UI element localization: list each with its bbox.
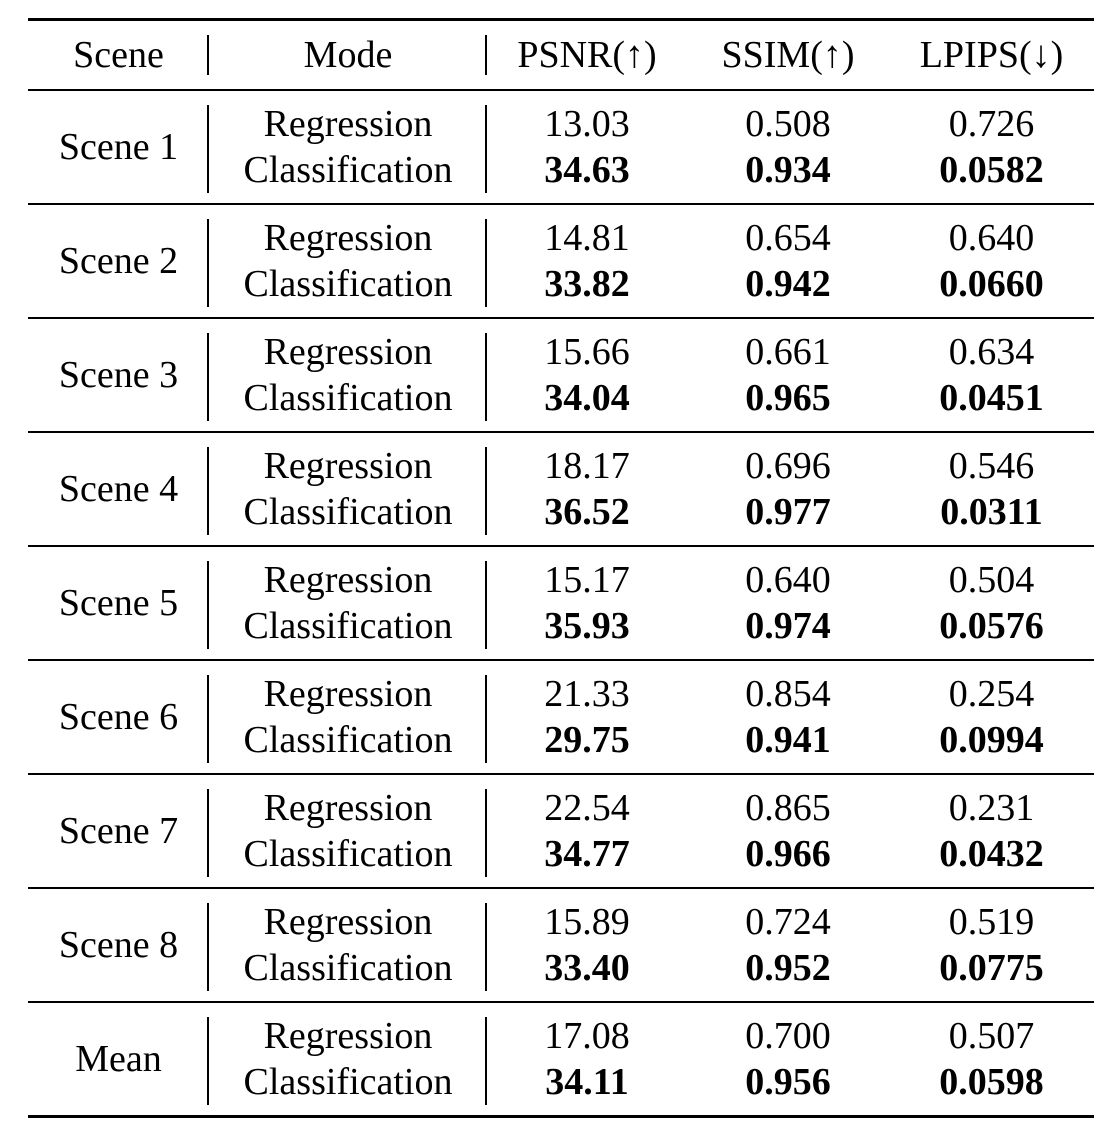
psnr-cell [487, 91, 687, 203]
ssim-value: 0.696 [745, 445, 831, 487]
table-bottom-rule [28, 1115, 1094, 1118]
psnr-value: 34.63 [544, 149, 630, 191]
ssim-value: 0.952 [745, 947, 831, 989]
mode-value: Classification [243, 377, 453, 419]
ssim-cell [687, 889, 889, 1001]
lpips-cell [889, 205, 1094, 317]
mode-value: Classification [243, 833, 453, 875]
mode-cell [209, 433, 487, 545]
lpips-value: 0.254 [948, 673, 1035, 715]
mode-value: Regression [263, 787, 433, 829]
mode-cell [209, 205, 487, 317]
ssim-cell [687, 547, 889, 659]
lpips-cell [889, 661, 1094, 773]
table-row [28, 319, 1094, 431]
results-table [28, 18, 1094, 1118]
mode-value: Regression [263, 331, 433, 373]
ssim-cell [687, 1003, 889, 1115]
mode-cell [209, 547, 487, 659]
ssim-value: 0.956 [745, 1061, 831, 1103]
table-header-row [28, 21, 1094, 89]
mode-value: Classification [243, 605, 453, 647]
ssim-value: 0.977 [745, 491, 831, 533]
psnr-value: 34.04 [544, 377, 630, 419]
table-row [28, 205, 1094, 317]
mode-value: Regression [263, 673, 433, 715]
lpips-cell [889, 433, 1094, 545]
psnr-cell [487, 775, 687, 887]
lpips-value: 0.231 [948, 787, 1035, 829]
ssim-value: 0.700 [745, 1015, 831, 1057]
mode-value: Classification [243, 719, 453, 761]
psnr-cell [487, 661, 687, 773]
lpips-cell [889, 1003, 1094, 1115]
psnr-value: 13.03 [544, 103, 630, 145]
lpips-value: 0.0576 [939, 605, 1044, 647]
scene-label: Scene 5 [28, 547, 209, 659]
table-row [28, 889, 1094, 1001]
mode-value: Classification [243, 491, 453, 533]
lpips-value: 0.546 [948, 445, 1035, 487]
mode-cell [209, 661, 487, 773]
psnr-value: 15.89 [544, 901, 630, 943]
psnr-cell [487, 1003, 687, 1115]
psnr-value: 34.77 [544, 833, 630, 875]
psnr-cell [487, 889, 687, 1001]
mode-value: Regression [263, 217, 433, 259]
table-row [28, 1003, 1094, 1115]
table-row [28, 547, 1094, 659]
lpips-value: 0.0451 [939, 377, 1044, 419]
ssim-value: 0.640 [745, 559, 831, 601]
psnr-cell [487, 547, 687, 659]
lpips-cell [889, 775, 1094, 887]
ssim-value: 0.942 [745, 263, 831, 305]
lpips-value: 0.726 [948, 103, 1035, 145]
lpips-value: 0.0775 [939, 947, 1044, 989]
mode-value: Regression [263, 901, 433, 943]
lpips-cell [889, 547, 1094, 659]
psnr-value: 18.17 [544, 445, 630, 487]
mode-value: Regression [263, 103, 433, 145]
psnr-value: 33.40 [544, 947, 630, 989]
ssim-cell [687, 661, 889, 773]
scene-label: Scene 3 [28, 319, 209, 431]
scene-label: Scene 6 [28, 661, 209, 773]
lpips-cell [889, 889, 1094, 1001]
lpips-value: 0.0582 [939, 149, 1044, 191]
lpips-value: 0.519 [948, 901, 1035, 943]
ssim-value: 0.508 [745, 103, 831, 145]
mode-value: Classification [243, 947, 453, 989]
scene-label: Scene 4 [28, 433, 209, 545]
mode-cell [209, 1003, 487, 1115]
mode-value: Classification [243, 263, 453, 305]
ssim-value: 0.854 [745, 673, 831, 715]
mode-value: Regression [263, 445, 433, 487]
mode-cell [209, 319, 487, 431]
table-row [28, 775, 1094, 887]
table-row [28, 91, 1094, 203]
mode-value: Regression [263, 559, 433, 601]
psnr-value: 29.75 [544, 719, 630, 761]
header-ssim: SSIM(↑) [721, 34, 855, 76]
ssim-value: 0.724 [745, 901, 831, 943]
ssim-value: 0.974 [745, 605, 831, 647]
mode-value: Classification [243, 1061, 453, 1103]
ssim-cell [687, 91, 889, 203]
table-body [28, 89, 1094, 1115]
ssim-value: 0.865 [745, 787, 831, 829]
lpips-value: 0.634 [948, 331, 1035, 373]
psnr-value: 22.54 [544, 787, 630, 829]
lpips-value: 0.0598 [939, 1061, 1044, 1103]
lpips-value: 0.0432 [939, 833, 1044, 875]
header-mode: Mode [209, 21, 487, 89]
lpips-value: 0.504 [948, 559, 1035, 601]
lpips-cell [889, 319, 1094, 431]
ssim-value: 0.965 [745, 377, 831, 419]
psnr-value: 14.81 [544, 217, 630, 259]
ssim-cell [687, 775, 889, 887]
mode-cell [209, 91, 487, 203]
lpips-value: 0.0660 [939, 263, 1044, 305]
lpips-value: 0.507 [948, 1015, 1035, 1057]
ssim-cell [687, 319, 889, 431]
table-row [28, 661, 1094, 773]
mode-cell [209, 889, 487, 1001]
psnr-value: 33.82 [544, 263, 630, 305]
table-row [28, 433, 1094, 545]
scene-label: Scene 2 [28, 205, 209, 317]
psnr-value: 15.17 [544, 559, 630, 601]
ssim-value: 0.654 [745, 217, 831, 259]
mode-value: Classification [243, 149, 453, 191]
ssim-value: 0.934 [745, 149, 831, 191]
psnr-cell [487, 433, 687, 545]
psnr-value: 36.52 [544, 491, 630, 533]
mode-value: Regression [263, 1015, 433, 1057]
scene-label: Mean [28, 1003, 209, 1115]
psnr-cell [487, 319, 687, 431]
lpips-value: 0.0994 [939, 719, 1044, 761]
scene-label: Scene 7 [28, 775, 209, 887]
ssim-value: 0.661 [745, 331, 831, 373]
scene-label: Scene 1 [28, 91, 209, 203]
ssim-cell [687, 205, 889, 317]
header-lpips: LPIPS(↓) [919, 34, 1064, 76]
scene-label: Scene 8 [28, 889, 209, 1001]
ssim-cell [687, 433, 889, 545]
lpips-cell [889, 91, 1094, 203]
header-scene: Scene [28, 21, 209, 89]
psnr-value: 21.33 [544, 673, 630, 715]
ssim-value: 0.966 [745, 833, 831, 875]
psnr-value: 35.93 [544, 605, 630, 647]
psnr-value: 17.08 [544, 1015, 630, 1057]
mode-cell [209, 775, 487, 887]
psnr-cell [487, 205, 687, 317]
header-psnr: PSNR(↑) [517, 34, 657, 76]
psnr-value: 15.66 [544, 331, 630, 373]
lpips-value: 0.0311 [940, 491, 1043, 533]
lpips-value: 0.640 [948, 217, 1035, 259]
psnr-value: 34.11 [545, 1061, 629, 1103]
ssim-value: 0.941 [745, 719, 831, 761]
